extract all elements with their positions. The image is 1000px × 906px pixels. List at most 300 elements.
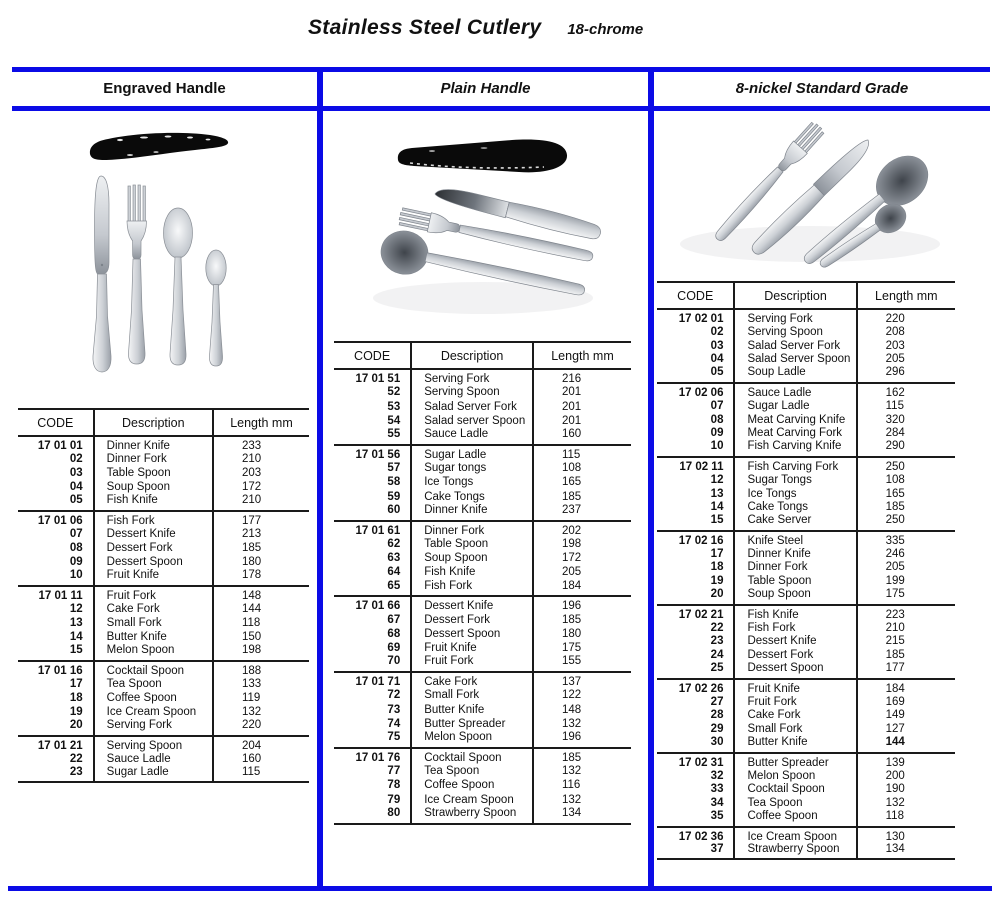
table-row — [657, 621, 955, 635]
code-cell: 53 — [387, 400, 401, 413]
column-header-engraved-handle: Engraved Handle — [103, 80, 226, 97]
code-cell: 20 — [710, 588, 724, 601]
table-row — [334, 521, 631, 537]
length-cell: 148 — [213, 586, 309, 602]
length-cell: 296 — [885, 366, 905, 379]
table-row — [18, 494, 309, 511]
code-cell: 62 — [387, 537, 401, 550]
length-cell: 160 — [561, 428, 582, 441]
table-row — [18, 719, 309, 736]
description-cell: Cake Fork — [94, 602, 213, 616]
description-cell: Serving Spoon — [94, 736, 213, 752]
code-cell: 72 — [387, 689, 401, 702]
description-cell: Cake Fork — [411, 672, 533, 688]
code-cell: 24 — [710, 649, 724, 662]
code-cell: 17 01 76 — [334, 748, 411, 764]
table-row — [657, 736, 955, 753]
length-cell: 190 — [885, 783, 905, 796]
description-cell: Fruit Knife — [411, 641, 533, 655]
description-cell: Salad Server Fork — [411, 399, 533, 413]
description-cell: Dessert Knife — [94, 527, 213, 541]
code-cell: 17 01 56 — [334, 445, 411, 461]
code-cell: 18 — [69, 691, 83, 704]
length-cell: 223 — [857, 605, 955, 621]
description-cell: Ice Tongs — [411, 475, 533, 489]
table-row — [657, 709, 955, 723]
table-row — [334, 461, 631, 475]
length-cell: 201 — [561, 414, 582, 427]
code-cell: 63 — [387, 552, 401, 565]
description-cell: Knife Steel — [734, 531, 856, 547]
length-cell: 216 — [533, 369, 631, 385]
length-cell: 220 — [241, 718, 262, 731]
table-row — [334, 731, 631, 748]
description-cell: Sauce Ladle — [734, 383, 856, 399]
table-row — [18, 752, 309, 766]
code-cell: 17 01 01 — [18, 436, 94, 452]
table-row — [657, 339, 955, 353]
table-row — [18, 436, 309, 452]
description-cell: Soup Spoon — [411, 551, 533, 565]
length-cell: 185 — [241, 541, 262, 554]
description-cell: Butter Knife — [411, 703, 533, 717]
table-row — [334, 369, 631, 385]
length-cell: 201 — [561, 400, 582, 413]
table-row — [657, 662, 955, 679]
length-cell: 215 — [885, 635, 905, 648]
table-header-row — [657, 282, 955, 309]
table-row — [657, 753, 955, 769]
code-cell: 10 — [69, 569, 83, 582]
code-cell: 17 01 66 — [334, 596, 411, 612]
code-cell: 15 — [710, 514, 724, 527]
table-row — [334, 490, 631, 504]
table-row — [18, 555, 309, 569]
description-cell: Ice Cream Spoon — [94, 705, 213, 719]
code-cell: 64 — [387, 566, 401, 579]
code-cell: 05 — [69, 494, 83, 507]
code-cell: 17 02 06 — [657, 383, 734, 399]
page-bottom-rule — [8, 886, 992, 891]
length-cell: 172 — [241, 481, 262, 494]
code-cell: 34 — [710, 796, 724, 809]
engraved-cutlery-set-image — [80, 170, 248, 382]
description-cell: Ice Cream Spoon — [411, 793, 533, 807]
length-cell: 108 — [561, 462, 582, 474]
table-row — [18, 541, 309, 555]
description-cell: Tea Spoon — [411, 764, 533, 778]
length-cell: 118 — [241, 616, 261, 629]
description-cell: Fruit Knife — [94, 569, 213, 586]
code-cell: 12 — [69, 602, 83, 615]
column-header-plain-handle: Plain Handle — [440, 80, 531, 97]
table-row — [657, 457, 955, 473]
length-cell: 246 — [885, 547, 905, 560]
description-cell: Soup Ladle — [734, 366, 856, 383]
code-cell: 22 — [710, 621, 724, 634]
table-row — [334, 807, 631, 824]
table-row — [334, 504, 631, 521]
description-cell: Salad Server Spoon — [734, 353, 856, 367]
code-column-header: CODE — [18, 409, 94, 436]
length-cell: 165 — [885, 487, 905, 500]
length-cell: 250 — [885, 514, 905, 527]
length-cell: 134 — [561, 806, 582, 819]
description-cell: Fruit Fork — [411, 655, 533, 672]
code-cell: 17 01 11 — [18, 586, 94, 602]
table-row — [18, 586, 309, 602]
table-row — [18, 630, 309, 644]
length-cell: 119 — [241, 691, 261, 704]
table-row — [334, 764, 631, 778]
code-cell: 75 — [387, 731, 401, 744]
length-cell: 196 — [561, 731, 582, 744]
table-row — [334, 414, 631, 428]
nickel-cutlery-set-image — [660, 116, 960, 274]
table-row — [18, 766, 309, 783]
length-cell: 175 — [885, 588, 905, 601]
code-cell: 04 — [69, 481, 83, 494]
code-cell: 04 — [710, 353, 724, 366]
code-cell: 17 01 71 — [334, 672, 411, 688]
table-row — [657, 353, 955, 367]
code-cell: 18 — [710, 561, 724, 574]
code-cell: 10 — [710, 440, 724, 453]
description-cell: Sugar tongs — [411, 461, 533, 475]
description-cell: Fish Carving Knife — [734, 440, 856, 457]
length-cell: 132 — [561, 765, 582, 778]
description-cell: Ice Tongs — [734, 487, 856, 501]
code-cell: 25 — [710, 662, 724, 674]
code-cell: 07 — [710, 399, 724, 412]
code-cell: 17 01 06 — [18, 511, 94, 527]
code-cell: 35 — [710, 809, 724, 822]
code-cell: 17 02 31 — [657, 753, 734, 769]
description-cell: Cocktail Spoon — [411, 748, 533, 764]
code-cell: 23 — [69, 765, 83, 778]
code-cell: 23 — [710, 635, 724, 648]
table-row — [18, 466, 309, 480]
description-cell: Butter Knife — [94, 630, 213, 644]
table-row — [657, 383, 955, 399]
description-cell: Butter Spreader — [734, 753, 856, 769]
description-cell: Fruit Fork — [734, 695, 856, 709]
table-row — [657, 648, 955, 662]
description-cell: Dinner Fork — [411, 521, 533, 537]
code-cell: 17 02 01 — [657, 309, 734, 325]
description-cell: Fish Fork — [94, 511, 213, 527]
length-cell: 198 — [561, 537, 582, 550]
length-cell: 205 — [885, 561, 905, 574]
description-cell: Table Spoon — [94, 466, 213, 480]
description-cell: Small Fork — [411, 688, 533, 702]
column-divider-1 — [317, 67, 323, 891]
cutlery-table-plain-handle — [334, 341, 631, 825]
code-cell: 05 — [710, 366, 724, 379]
description-cell: Sauce Ladle — [411, 428, 533, 445]
length-cell: 320 — [885, 413, 905, 426]
code-cell: 07 — [69, 527, 83, 540]
description-cell: Salad Server Fork — [734, 339, 856, 353]
length-cell: 250 — [857, 457, 955, 473]
description-cell: Dinner Knife — [411, 504, 533, 521]
length-cell: 237 — [561, 503, 582, 516]
table-row — [334, 672, 631, 688]
length-cell: 185 — [533, 748, 631, 764]
page-title — [308, 16, 643, 40]
length-cell: 185 — [885, 501, 905, 514]
description-cell: Sauce Ladle — [94, 752, 213, 766]
description-cell: Dessert Knife — [411, 596, 533, 612]
table-row — [657, 427, 955, 441]
code-column-header: CODE — [334, 342, 411, 369]
length-cell: 132 — [561, 793, 582, 806]
description-cell: Fish Fork — [734, 621, 856, 635]
length-cell: 108 — [885, 473, 905, 486]
length-cell: 127 — [885, 723, 905, 735]
table-row — [18, 452, 309, 466]
code-cell: 80 — [387, 806, 401, 819]
description-cell: Cake Tongs — [734, 500, 856, 514]
code-cell: 79 — [387, 793, 401, 806]
table-row — [334, 703, 631, 717]
description-cell: Serving Fork — [411, 369, 533, 385]
description-cell: Dessert Knife — [734, 635, 856, 649]
code-cell: 59 — [387, 490, 401, 503]
code-cell: 33 — [710, 783, 724, 796]
length-cell: 132 — [885, 796, 905, 809]
code-cell: 09 — [710, 427, 724, 440]
length-column-header: Length mm — [857, 282, 955, 309]
table-row — [334, 641, 631, 655]
table-row — [657, 514, 955, 531]
code-cell: 08 — [69, 541, 83, 554]
table-row — [334, 537, 631, 551]
description-cell: Tea Spoon — [734, 796, 856, 810]
plain-cutlery-set-image — [343, 186, 615, 334]
code-cell: 22 — [69, 752, 83, 765]
description-cell: Strawberry Spoon — [734, 843, 856, 860]
table-row — [334, 655, 631, 672]
description-cell: Dessert Spoon — [94, 555, 213, 569]
description-cell: Fish Carving Fork — [734, 457, 856, 473]
table-row — [334, 565, 631, 579]
table-row — [18, 511, 309, 527]
description-cell: Dessert Fork — [411, 612, 533, 626]
table-row — [18, 705, 309, 719]
column-header-8-nickel-standard-grade: 8-nickel Standard Grade — [735, 80, 909, 97]
table-row — [18, 527, 309, 541]
code-cell: 13 — [69, 616, 83, 629]
table-row — [657, 605, 955, 621]
length-cell: 180 — [561, 627, 582, 640]
table-row — [657, 635, 955, 649]
length-cell: 115 — [533, 445, 631, 461]
code-cell: 14 — [710, 501, 724, 514]
description-cell: Small Fork — [734, 722, 856, 736]
length-cell: 149 — [885, 709, 905, 722]
length-cell: 150 — [241, 630, 262, 643]
length-cell: 233 — [213, 436, 309, 452]
code-cell: 70 — [387, 655, 401, 668]
column-divider-2 — [648, 67, 654, 891]
description-cell: Dinner Fork — [94, 452, 213, 466]
length-cell: 172 — [561, 552, 582, 565]
length-cell: 184 — [857, 679, 955, 695]
description-cell: Dinner Knife — [94, 436, 213, 452]
length-cell: 116 — [561, 779, 581, 792]
table-row — [657, 366, 955, 383]
code-column-header: CODE — [657, 282, 734, 309]
length-cell: 185 — [561, 490, 582, 503]
length-cell: 205 — [885, 353, 905, 366]
length-cell: 139 — [857, 753, 955, 769]
length-cell: 115 — [885, 399, 904, 412]
length-cell: 144 — [885, 735, 905, 748]
table-row — [334, 551, 631, 565]
length-cell: 198 — [241, 643, 262, 656]
code-cell: 28 — [710, 709, 724, 722]
length-cell: 165 — [561, 476, 582, 489]
description-cell: Ice Cream Spoon — [734, 827, 856, 843]
table-row — [18, 616, 309, 630]
table-row — [657, 500, 955, 514]
code-cell: 17 02 21 — [657, 605, 734, 621]
length-cell: 177 — [213, 511, 309, 527]
code-cell: 74 — [387, 717, 401, 730]
length-cell: 220 — [857, 309, 955, 325]
length-cell: 203 — [241, 467, 262, 480]
code-cell: 17 01 61 — [334, 521, 411, 537]
length-cell: 122 — [561, 689, 582, 702]
description-cell: Cocktail Spoon — [94, 661, 213, 677]
length-cell: 132 — [561, 717, 582, 730]
table-row — [18, 677, 309, 691]
length-cell: 200 — [885, 769, 905, 782]
table-header-row — [18, 409, 309, 436]
table-row — [657, 399, 955, 413]
code-cell: 17 01 16 — [18, 661, 94, 677]
table-row — [18, 691, 309, 705]
description-cell: Dinner Fork — [734, 561, 856, 575]
description-cell: Fish Fork — [411, 580, 533, 597]
description-cell: Soup Spoon — [734, 588, 856, 605]
table-row — [334, 475, 631, 489]
description-cell: Sugar Ladle — [734, 399, 856, 413]
table-row — [334, 778, 631, 792]
code-cell: 27 — [710, 695, 724, 708]
code-cell: 57 — [387, 462, 401, 474]
table-header-row — [334, 342, 631, 369]
code-cell: 67 — [387, 613, 401, 626]
description-column-header: Description — [94, 409, 213, 436]
code-cell: 65 — [387, 579, 401, 592]
description-cell: Fruit Fork — [94, 586, 213, 602]
length-cell: 155 — [561, 655, 582, 668]
code-cell: 30 — [710, 735, 724, 748]
code-cell: 69 — [387, 642, 401, 655]
table-row — [18, 736, 309, 752]
table-row — [657, 440, 955, 457]
code-cell: 08 — [710, 413, 724, 426]
code-cell: 17 02 11 — [657, 457, 734, 473]
description-cell: Strawberry Spoon — [411, 807, 533, 824]
table-row — [657, 325, 955, 339]
code-cell: 77 — [387, 765, 401, 778]
page-subtitle: 18-chrome — [567, 21, 644, 38]
table-row — [657, 561, 955, 575]
table-row — [657, 473, 955, 487]
length-cell: 203 — [885, 339, 905, 352]
table-row — [18, 644, 309, 661]
table-row — [657, 531, 955, 547]
table-row — [657, 309, 955, 325]
code-cell: 55 — [387, 428, 401, 441]
code-cell: 09 — [69, 555, 83, 568]
length-cell: 208 — [885, 325, 905, 338]
length-cell: 175 — [561, 642, 582, 655]
code-cell: 12 — [710, 473, 724, 486]
length-column-header: Length mm — [533, 342, 631, 369]
table-row — [657, 487, 955, 501]
length-cell: 118 — [885, 809, 904, 822]
description-cell: Melon Spoon — [411, 731, 533, 748]
code-cell: 17 02 36 — [657, 827, 734, 843]
length-cell: 177 — [885, 662, 905, 674]
code-cell: 15 — [69, 643, 83, 656]
code-cell: 03 — [710, 339, 724, 352]
description-cell: Sugar Tongs — [734, 473, 856, 487]
table-row — [657, 574, 955, 588]
code-cell: 17 01 21 — [18, 736, 94, 752]
length-cell: 133 — [241, 677, 262, 690]
table-row — [334, 748, 631, 764]
description-cell: Small Fork — [94, 616, 213, 630]
table-row — [334, 399, 631, 413]
description-cell: Table Spoon — [734, 574, 856, 588]
table-row — [657, 722, 955, 736]
description-cell: Fruit Knife — [734, 679, 856, 695]
table-row — [334, 385, 631, 399]
length-cell: 196 — [533, 596, 631, 612]
description-cell: Dessert Spoon — [411, 627, 533, 641]
length-cell: 210 — [241, 494, 262, 507]
description-cell: Coffee Spoon — [94, 691, 213, 705]
description-cell: Fish Knife — [94, 494, 213, 511]
description-cell: Dinner Knife — [734, 547, 856, 561]
description-cell: Dessert Fork — [94, 541, 213, 555]
length-cell: 160 — [241, 752, 262, 765]
description-cell: Dessert Fork — [734, 648, 856, 662]
table-row — [657, 679, 955, 695]
header-rule-bottom — [12, 106, 990, 111]
length-cell: 204 — [213, 736, 309, 752]
description-cell: Serving Spoon — [734, 325, 856, 339]
length-cell: 205 — [561, 566, 582, 579]
table-row — [657, 843, 955, 860]
description-cell: Melon Spoon — [94, 644, 213, 661]
length-cell: 210 — [885, 621, 905, 634]
length-cell: 130 — [857, 827, 955, 843]
table-row — [334, 688, 631, 702]
description-cell: Dessert Spoon — [734, 662, 856, 679]
table-row — [657, 413, 955, 427]
description-cell: Cocktail Spoon — [734, 783, 856, 797]
code-cell: 60 — [387, 503, 401, 516]
length-cell: 185 — [885, 649, 905, 662]
length-cell: 184 — [561, 579, 582, 592]
code-cell: 54 — [387, 414, 401, 427]
